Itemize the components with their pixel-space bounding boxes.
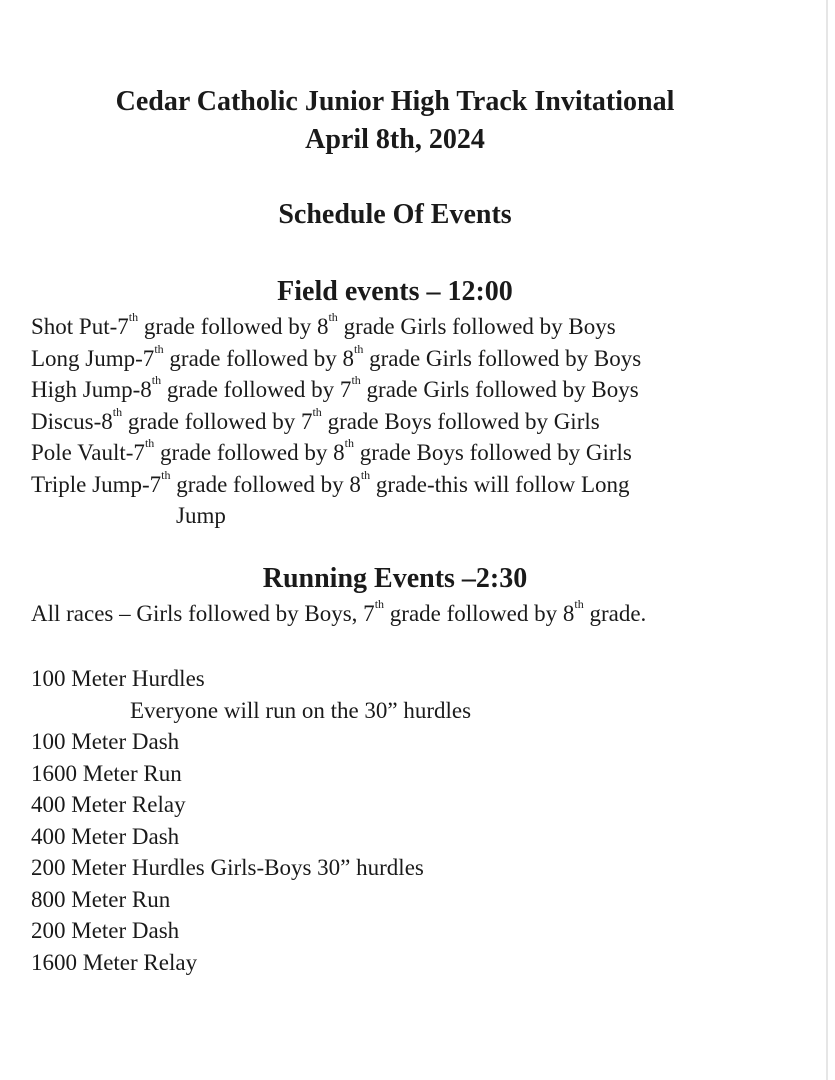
meet-date: April 8th, 2024 — [305, 124, 485, 155]
field-event-line: High Jump-8th grade followed by 7th grade Girls followed by Boys — [31, 373, 639, 402]
running-event-line: 800 Meter Run — [31, 886, 171, 912]
field-events-list — [31, 311, 641, 532]
running-event-line: 100 Meter Dash — [31, 729, 180, 754]
running-events-list — [31, 663, 471, 978]
running-event-line: 1600 Meter Relay — [31, 949, 198, 975]
meet-title: Cedar Catholic Junior High Track Invitational — [115, 86, 675, 117]
running-event-line: 200 Meter Hurdles Girls-Boys 30” hurdles — [31, 855, 424, 880]
field-event-line: Triple Jump-7th grade followed by 8th grade-this will follow Long — [31, 467, 630, 497]
running-events-heading: Running Events –2:30 — [262, 563, 528, 594]
field-event-line: Pole Vault-7th grade followed by 8th grade Boys followed by Girls — [31, 436, 632, 465]
running-events-note: All races – Girls followed by Boys, 7th grade followed by 8th grade. — [31, 597, 647, 626]
field-event-line: Long Jump-7th grade followed by 8th grade Girls followed by Boys — [31, 341, 642, 371]
field-event-continuation: Jump — [176, 503, 226, 528]
running-event-line: 400 Meter Dash — [31, 823, 180, 849]
running-event-subnote: Everyone will run on the 30” hurdles — [130, 697, 472, 723]
field-event-line: Discus-8th grade followed by 7th grade Boys followed by Girls — [31, 404, 600, 434]
running-event-line: 1600 Meter Run — [31, 760, 182, 786]
schedule-heading: Schedule Of Events — [278, 199, 512, 230]
running-event-line: 100 Meter Hurdles — [31, 666, 205, 691]
field-event-line: Shot Put-7th grade followed by 8th grade Girls followed by Boys — [31, 310, 616, 339]
field-events-heading: Field events – 12:00 — [277, 276, 513, 307]
running-event-line: 400 Meter Relay — [31, 792, 186, 817]
running-event-line: 200 Meter Dash — [31, 918, 180, 943]
